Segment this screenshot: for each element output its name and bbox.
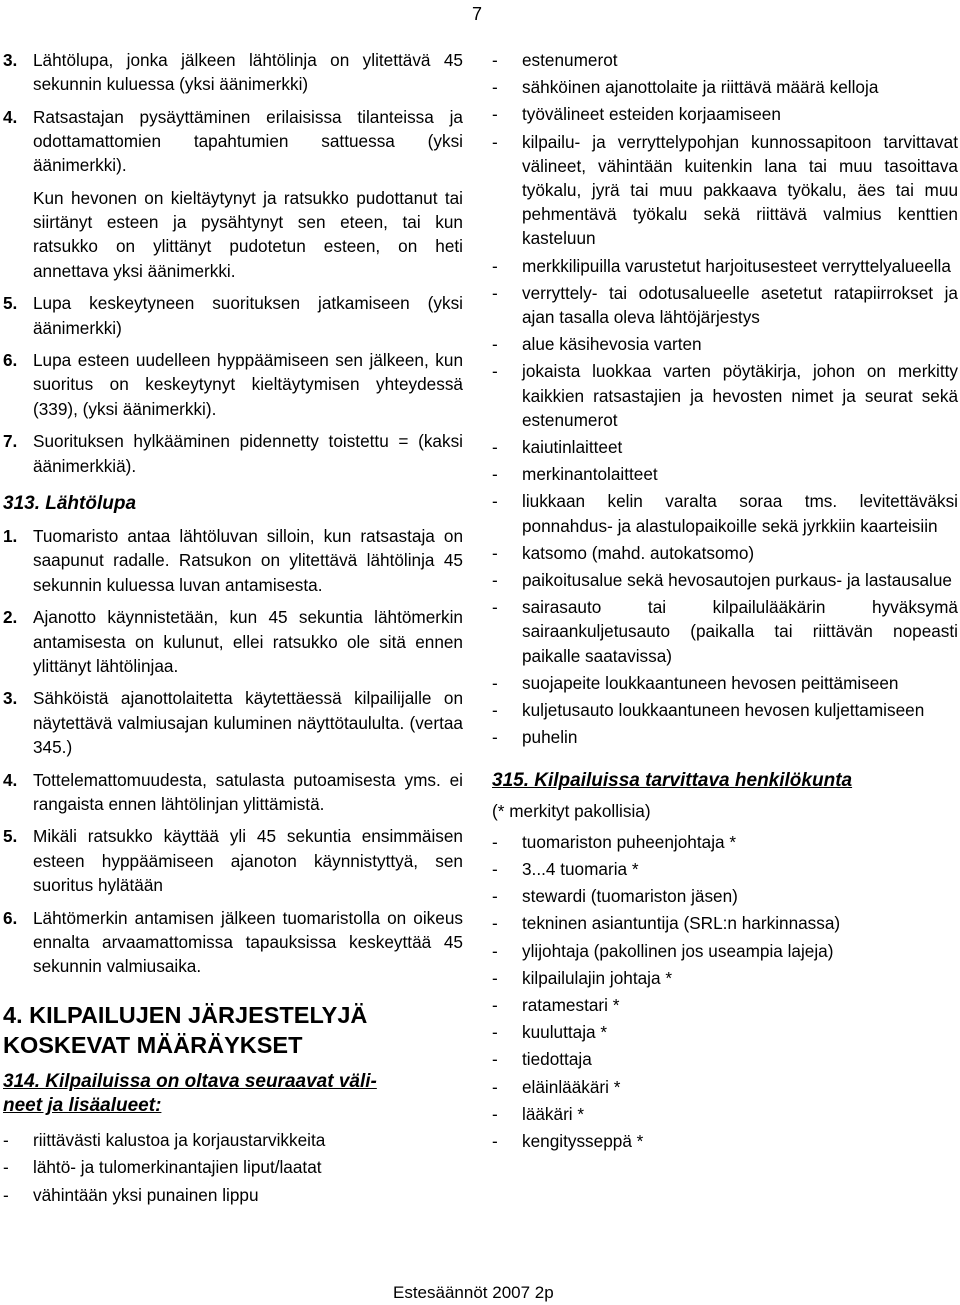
item-text: Ajanotto käynnistetään, kun 45 sekuntia lähtömerkin antamisesta on kulunut, ellei ratsukko ole sitä ennen ylittänyt lähtölinjaa. bbox=[33, 607, 463, 676]
list-item: - lääkäri * bbox=[492, 1102, 958, 1126]
item-text: Tottelemattomuudesta, satulasta putoamisesta yms. ei rangaista ennen lähtölinjan ylittämistä. bbox=[33, 769, 463, 814]
item-text: Lähtömerkin antamisen jälkeen tuomaristolla on oikeus ennalta arvaamattomissa tapauksissa keskeyttää 45 sekunnin valmiusaika. bbox=[33, 907, 463, 976]
list-item: - ylijohtaja (pakollinen jos useampia lajeja) bbox=[492, 939, 958, 963]
list-item: - alue käsihevosia varten bbox=[492, 332, 958, 356]
list-item: - merkkilipuilla varustetut harjoitusesteet verryttelyalueella bbox=[492, 254, 958, 278]
chapter-heading bbox=[3, 1000, 463, 1060]
item-text: Lähtölupa, jonka jälkeen lähtölinja on ylitettävä 45 sekunnin kuluessa (yksi äänimerkki) bbox=[33, 50, 463, 95]
list-item: - kuuluttaja * bbox=[492, 1020, 958, 1044]
page-footer: Estesäännöt 2007 2p bbox=[393, 1283, 554, 1302]
list-item bbox=[3, 429, 463, 477]
list-item: - sairasauto tai kilpailulääkärin hyväksymä sairaankuljetusauto (paikalla tai riittävän nopeasti paikalle saatavissa) bbox=[492, 595, 958, 668]
left-column bbox=[3, 48, 463, 1207]
list-item bbox=[3, 906, 463, 979]
staff-list bbox=[492, 830, 958, 1153]
chapter-heading-line: KOSKEVAT MÄÄRÄYKSET bbox=[3, 1032, 303, 1059]
list-item: - merkinantolaitteet bbox=[492, 462, 958, 486]
list-item: - työvälineet esteiden korjaamiseen bbox=[492, 102, 958, 126]
item-number: 6. bbox=[3, 907, 18, 928]
list-item bbox=[3, 768, 463, 816]
section-note: (* merkityt pakollisia) bbox=[492, 801, 651, 822]
list-item bbox=[3, 524, 463, 597]
list-item bbox=[3, 686, 463, 759]
section-heading-313: 313. Lähtölupa bbox=[3, 492, 137, 514]
item-number: 1. bbox=[3, 526, 18, 547]
section-heading-315: 315. Kilpailuissa tarvittava henkilökunta bbox=[492, 770, 853, 792]
item-text: Sähköistä ajanottolaitetta käytettäessä kilpailijalle on näytettävä valmiusajan kuluminen näyttötaululta. (vertaa 345.) bbox=[33, 688, 463, 757]
list-item: - vähintään yksi punainen lippu bbox=[3, 1183, 463, 1207]
list-item: - katsomo (mahd. autokatsomo) bbox=[492, 541, 958, 565]
equipment-list bbox=[3, 1128, 463, 1207]
list-item: - kengitysseppä * bbox=[492, 1129, 958, 1153]
list-item: - jokaista luokkaa varten pöytäkirja, johon on merkitty kaikkien ratsastajien ja hevosten nimet ja seurat sekä estenumerot bbox=[492, 359, 958, 432]
list-item: - stewardi (tuomariston jäsen) bbox=[492, 884, 958, 908]
list-item: - tekninen asiantuntija (SRL:n harkinnassa) bbox=[492, 911, 958, 935]
item-number: 5. bbox=[3, 826, 18, 847]
list-item: - puhelin bbox=[492, 725, 958, 749]
item-text: Lupa esteen uudelleen hyppäämiseen sen jälkeen, kun suoritus on keskeytynyt kieltäytymisen yhteydessä (339), (yksi äänimerkki). bbox=[33, 350, 463, 419]
list-item: - suojapeite loukkaantuneen hevosen peittämiseen bbox=[492, 671, 958, 695]
item-number: 4. bbox=[3, 106, 18, 127]
list-item: - liukkaan kelin varalta soraa tms. levitettäväksi ponnahdus- ja alastulopaikoille sekä jyrkkiin kaarteisiin bbox=[492, 489, 958, 537]
item-number: 4. bbox=[3, 769, 18, 790]
page-number: 7 bbox=[472, 4, 483, 24]
list-item: - sähköinen ajanottolaite ja riittävä määrä kelloja bbox=[492, 75, 958, 99]
right-column bbox=[492, 48, 958, 1153]
list-item: - kilpailulajin johtaja * bbox=[492, 966, 958, 990]
item-number: 7. bbox=[3, 431, 18, 452]
list-item: - ratamestari * bbox=[492, 993, 958, 1017]
list-item bbox=[3, 605, 463, 678]
item-number: 6. bbox=[3, 350, 18, 371]
list-item: - eläinlääkäri * bbox=[492, 1075, 958, 1099]
item-text: Ratsastajan pysäyttäminen erilaisissa tilanteissa ja odottamattomien tapahtumien sattuessa (yksi äänimerkki). bbox=[33, 106, 463, 176]
item-text: Mikäli ratsukko käyttää yli 45 sekuntia ensimmäisen esteen hyppäämiseen ajanoton käynnistyttyä, sen suoritus hylätään bbox=[33, 826, 463, 895]
item-number: 3. bbox=[3, 50, 18, 70]
list-item bbox=[3, 348, 463, 421]
list-item: - lähtö- ja tulomerkinantajien liput/laatat bbox=[3, 1155, 463, 1179]
list-item: - kilpailu- ja verryttelypohjan kunnossapitoon tarvittavat välineet, vähintään kuitenkin lana tai muu tasoittava työkalu, jyrä tai muu pakkaava työkalu, äes tai muu pehmentävä työkalu sekä riittävä valmius kenttien kasteluun bbox=[492, 130, 958, 251]
section-heading-line: neet ja lisäalueet: bbox=[3, 1095, 162, 1117]
list-item bbox=[3, 105, 463, 178]
list-item: - 3...4 tuomaria * bbox=[492, 857, 958, 881]
item-text: Lupa keskeytyneen suorituksen jatkamiseen (yksi äänimerkki) bbox=[33, 293, 463, 338]
list-item: - kuljetusauto loukkaantuneen hevosen kuljettamiseen bbox=[492, 698, 958, 722]
list-item: - verryttely- tai odotusalueelle asetetut ratapiirrokset ja ajan tasalla oleva lähtöjärjestys bbox=[492, 281, 958, 329]
list-item bbox=[3, 824, 463, 897]
section-heading-314 bbox=[3, 1070, 463, 1118]
list-item bbox=[3, 291, 463, 339]
list-item: - estenumerot bbox=[492, 48, 958, 72]
item-number: 5. bbox=[3, 293, 18, 314]
list-item: - tiedottaja bbox=[492, 1047, 958, 1071]
list-item: - tuomariston puheenjohtaja * bbox=[492, 830, 958, 854]
chapter-heading-line: 4. KILPAILUJEN JÄRJESTELYJÄ bbox=[3, 1002, 368, 1029]
list-item: - paikoitusalue sekä hevosautojen purkaus- ja lastausalue bbox=[492, 568, 958, 592]
item-number: 2. bbox=[3, 607, 18, 628]
item-text: Tuomaristo antaa lähtöluvan silloin, kun ratsastaja on saapunut radalle. Ratsukon on ylitettävä lähtölinja 45 sekunnin kuluessa luvan antamisesta. bbox=[33, 526, 463, 595]
section-heading-line: 314. Kilpailuissa on oltava seuraavat väli- bbox=[3, 1071, 377, 1093]
list-item: - riittävästi kalustoa ja korjaustarvikkeita bbox=[3, 1128, 463, 1152]
paragraph: Kun hevonen on kieltäytynyt ja ratsukko pudottanut tai siirtänyt esteen ja pysähtynyt sen eteen, tai kun ratsukko on ylittänyt pudotetun esteen, on heti annettava yksi äänimerkki. bbox=[33, 188, 463, 281]
list-item: - kaiutinlaitteet bbox=[492, 435, 958, 459]
item-number: 3. bbox=[3, 688, 18, 709]
list-item bbox=[3, 48, 463, 96]
item-text: Suorituksen hylkääminen pidennetty toistettu = (kaksi äänimerkkiä). bbox=[33, 431, 463, 476]
